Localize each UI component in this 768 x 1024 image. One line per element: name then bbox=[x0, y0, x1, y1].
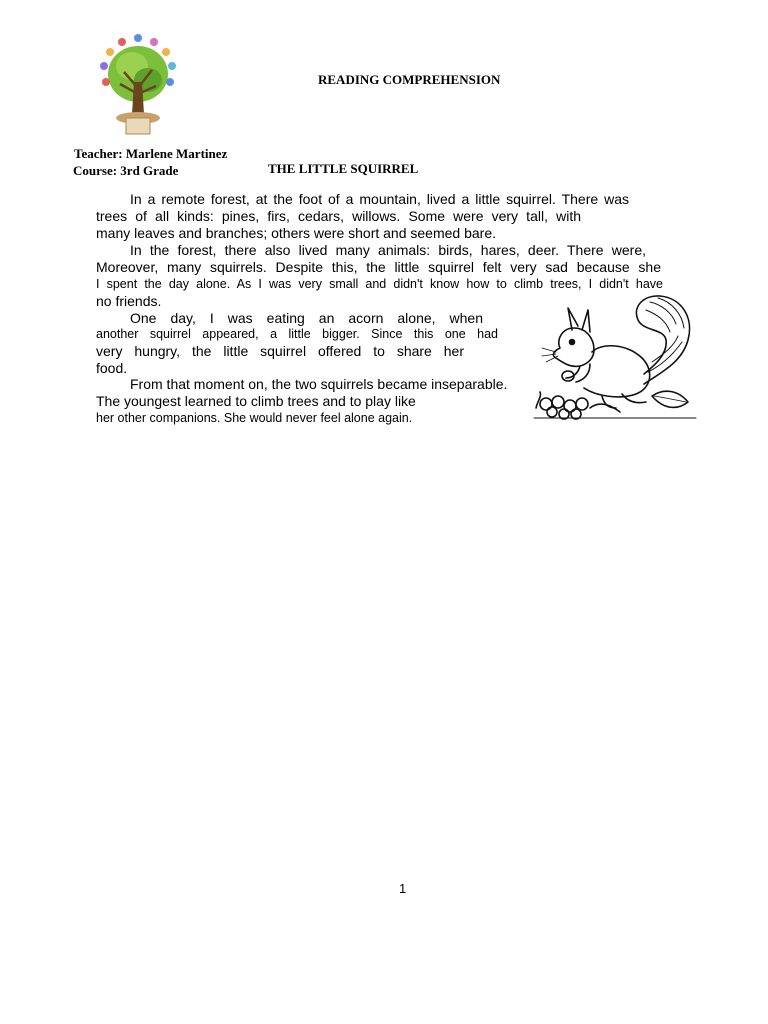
story-line: her other companions. She would never feel alone again. bbox=[96, 411, 413, 425]
story-line: trees of all kinds: pines, firs, cedars, willows. Some were very tall, with bbox=[96, 208, 581, 224]
course-grade: Course: 3rd Grade bbox=[73, 163, 179, 178]
story-line: many leaves and branches; others were short and seemed bare. bbox=[96, 225, 497, 241]
story-title: THE LITTLE SQUIRREL bbox=[268, 161, 419, 176]
squirrel-illustration bbox=[532, 292, 700, 422]
page-heading: READING COMPREHENSION bbox=[318, 72, 501, 87]
story-line: One day, I was eating an acorn alone, when bbox=[130, 310, 483, 326]
story-line: no friends. bbox=[96, 293, 162, 309]
story-line: food. bbox=[96, 360, 128, 376]
tree-logo-icon bbox=[96, 32, 180, 138]
story-line: Moreover, many squirrels. Despite this, the little squirrel felt very sad because she bbox=[96, 259, 661, 275]
story-line: I spent the day alone. As I was very small and didn't know how to climb trees, I didn't have bbox=[96, 277, 663, 291]
page-number: 1 bbox=[399, 881, 407, 896]
story-line: The youngest learned to climb trees and to play like bbox=[96, 393, 416, 409]
story-line: In a remote forest, at the foot of a mountain, lived a little squirrel. There was bbox=[130, 191, 629, 207]
story-line: another squirrel appeared, a little bigger. Since this one had bbox=[96, 327, 498, 341]
story-line: From that moment on, the two squirrels became inseparable. bbox=[130, 376, 508, 392]
story-line: very hungry, the little squirrel offered to share her bbox=[96, 343, 464, 359]
story-line: In the forest, there also lived many animals: birds, hares, deer. There were, bbox=[130, 242, 646, 258]
teacher-name: Teacher: Marlene Martinez bbox=[74, 146, 228, 161]
